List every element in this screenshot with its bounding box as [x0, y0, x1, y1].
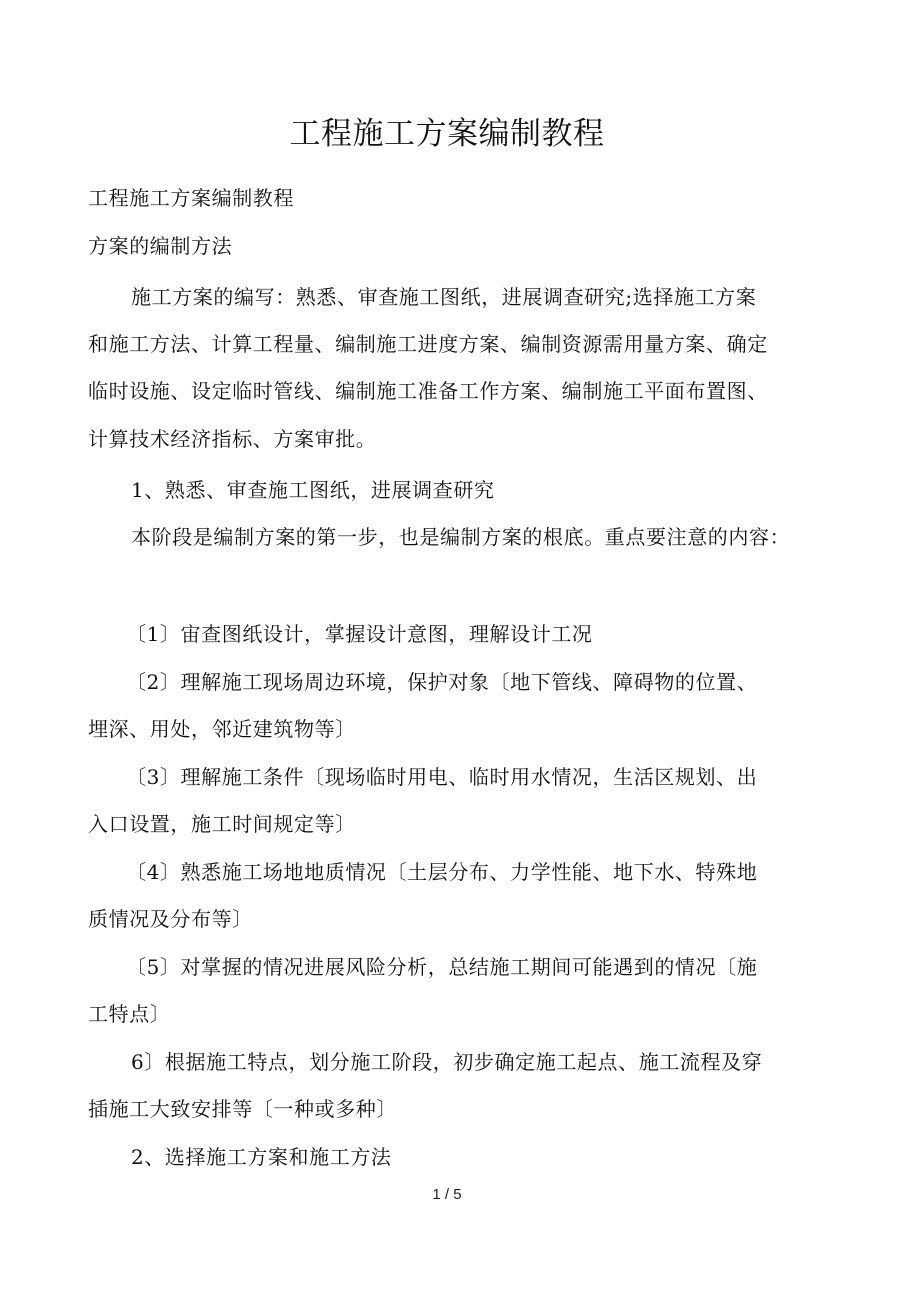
document-subtitle: 工程施工方案编制教程	[88, 186, 294, 210]
list-item-5-line-2: 工特点〕	[88, 1002, 171, 1026]
list-item-4-line-2: 质情况及分布等〕	[88, 907, 253, 931]
section-heading: 方案的编制方法	[88, 234, 233, 258]
step1-heading: 1、熟悉、审查施工图纸，进展调查研究	[131, 478, 495, 502]
list-item-3-line-1: 〔3〕理解施工条件〔现场临时用电、临时用水情况，生活区规划、出	[126, 765, 758, 789]
list-item-2-line-1: 〔2〕理解施工现场周边环境，保护对象〔地下管线、障碍物的位置、	[126, 670, 758, 694]
step1-intro: 本阶段是编制方案的第一步，也是编制方案的根底。重点要注意的内容：	[131, 525, 791, 549]
list-item-2-line-2: 埋深、用处，邻近建筑物等〕	[88, 717, 356, 741]
list-item-6-line-1: 6〕根据施工特点，划分施工阶段，初步确定施工起点、施工流程及穿	[131, 1050, 763, 1074]
step2-heading: 2、选择施工方案和施工方法	[131, 1145, 392, 1169]
list-item-5-line-1: 〔5〕对掌握的情况进展风险分析，总结施工期间可能遇到的情况〔施	[126, 955, 758, 979]
intro-line-3: 临时设施、设定临时管线、编制施工准备工作方案、编制施工平面布置图、	[88, 379, 768, 403]
list-item-6-line-2: 插施工大致安排等〔一种或多种〕	[88, 1097, 397, 1121]
intro-line-1: 施工方案的编写：熟悉、审查施工图纸，进展调查研究;选择施工方案	[131, 285, 757, 309]
list-item-3-line-2: 入口设置，施工时间规定等〕	[88, 812, 356, 836]
intro-line-4: 计算技术经济指标、方案审批。	[88, 427, 377, 451]
page-number: 1 / 5	[432, 1186, 462, 1203]
list-item-1: 〔1〕宙查图纸设计，掌握设计意图，理解设计工况	[126, 622, 593, 646]
list-item-4-line-1: 〔4〕熟悉施工场地地质情况〔土层分布、力学性能、地下水、特殊地	[126, 860, 758, 884]
document-title: 工程施工方案编制教程	[289, 116, 605, 152]
intro-line-2: 和施工方法、计算工程量、编制施工进度方案、编制资源需用量方案、确定	[88, 332, 768, 356]
